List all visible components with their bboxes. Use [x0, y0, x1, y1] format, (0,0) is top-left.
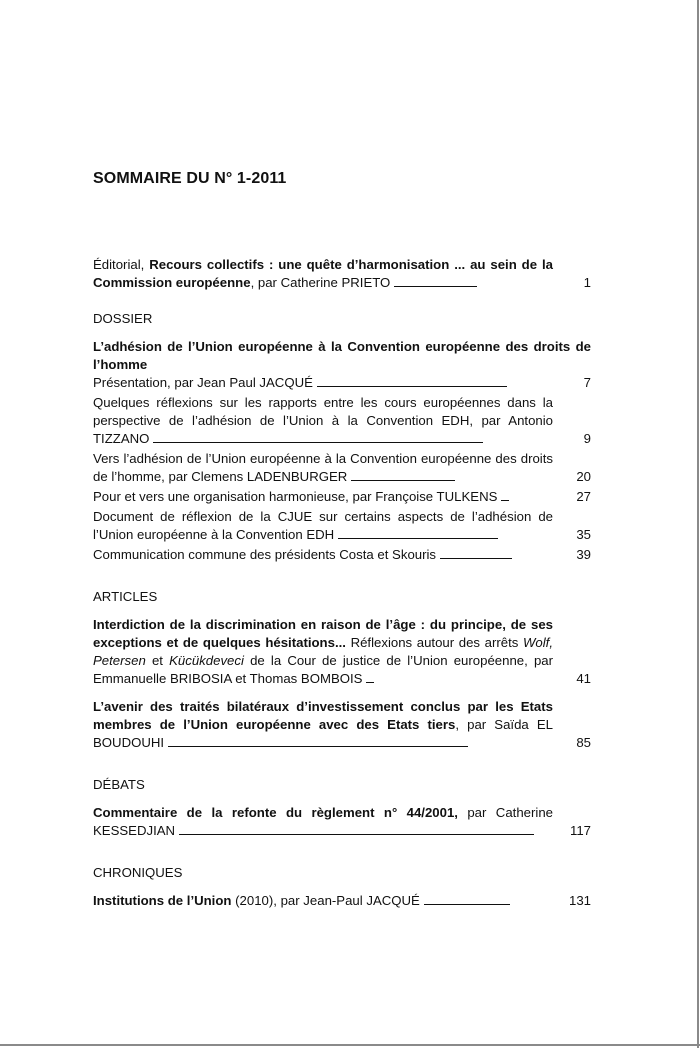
- toc-entry-editorial[interactable]: [93, 256, 591, 292]
- article-author: , par Saïda EL BOUDOUHI: [93, 717, 553, 750]
- leader-line: [394, 286, 477, 287]
- page-number: 39: [576, 547, 591, 562]
- toc-entry-dossier-2[interactable]: [93, 394, 591, 448]
- article-title: L’avenir des traités bilatéraux d’investissement conclus par les Etats membres de l’Union européenne avec des Etats tiers: [93, 699, 553, 732]
- leader-line: [351, 480, 455, 481]
- page-title: SOMMAIRE DU N° 1-2011: [93, 170, 287, 187]
- toc-entry-dossier-6[interactable]: [93, 546, 591, 564]
- toc-entry-dossier-5[interactable]: [93, 508, 591, 544]
- chronicle-title: Institutions de l’Union: [93, 893, 232, 908]
- leader-line: [168, 746, 468, 747]
- debate-title: Commentaire de la refonte du règlement n° 44/2001,: [93, 805, 458, 820]
- toc-entry-article-2[interactable]: [93, 698, 591, 752]
- page-number: 35: [576, 527, 591, 542]
- page-number: 9: [583, 431, 591, 446]
- page-number: 85: [576, 735, 591, 750]
- dossier-subheading: L’adhésion de l’Union européenne à la Convention européenne des droits de l’homme: [93, 339, 591, 372]
- toc-entry-chroniques[interactable]: [93, 892, 591, 910]
- leader-line: [501, 500, 509, 501]
- article-title: Interdiction de la discrimination en raison de l’âge : du principe, de ses exceptions et de quelques hésitations...: [93, 617, 553, 650]
- page-number: 131: [568, 893, 591, 908]
- toc-entry-article-1[interactable]: [93, 616, 591, 688]
- table-of-contents: [93, 256, 591, 912]
- leader-line: [338, 538, 498, 539]
- leader-line: [440, 558, 512, 559]
- entry-text: Quelques réflexions sur les rapports entre les cours européennes dans la perspective de l’adhésion de l’Union à la Convention EDH, par Antonio TIZZANO: [93, 395, 553, 446]
- toc-entry-dossier-4[interactable]: [93, 488, 591, 506]
- article-text: et: [145, 653, 170, 668]
- page-number: 20: [576, 469, 591, 484]
- leader-line: [424, 904, 510, 905]
- page-edge-bottom: [0, 1044, 700, 1046]
- page-number: 1: [583, 275, 591, 290]
- leader-line: [366, 682, 374, 683]
- editorial-title: Recours collectifs : une quête d’harmonisation ... au sein de la Commission européenne: [93, 257, 553, 290]
- leader-line: [317, 386, 507, 387]
- toc-entry-dossier-3[interactable]: [93, 450, 591, 486]
- entry-text: Vers l’adhésion de l’Union européenne à la Convention européenne des droits de l’homme, par Clemens LADENBURGER: [93, 451, 553, 484]
- entry-text: Présentation, par Jean Paul JACQUÉ: [93, 375, 313, 390]
- chronicle-author: (2010), par Jean-Paul JACQUÉ: [231, 893, 420, 908]
- editorial-prefix: Éditorial,: [93, 257, 150, 272]
- toc-entry-debats[interactable]: [93, 804, 591, 840]
- leader-line: [153, 442, 483, 443]
- page-number: 7: [583, 375, 591, 390]
- page-edge-right: [697, 0, 699, 1048]
- page-number: 117: [569, 823, 591, 838]
- toc-entry-dossier-1[interactable]: [93, 374, 591, 392]
- editorial-author: , par Catherine PRIETO: [250, 275, 391, 290]
- debate-author: par Catherine KESSEDJIAN: [93, 805, 553, 838]
- article-text: de la Cour de justice de l’Union européenne, par Emmanuelle BRIBOSIA et Thomas BOMBOIS: [93, 653, 554, 686]
- section-heading-dossier: DOSSIER: [93, 311, 153, 326]
- article-text: Réflexions autour des arrêts: [345, 635, 523, 650]
- entry-text: Document de réflexion de la CJUE sur certains aspects de l’adhésion de l’Union européenne à la Convention EDH: [93, 509, 553, 542]
- case-name: Wolf, Petersen: [93, 635, 553, 668]
- case-name: Kücükdeveci: [169, 653, 244, 668]
- section-heading-chroniques: CHRONIQUES: [93, 865, 183, 880]
- page-number: 27: [576, 489, 591, 504]
- entry-text: Pour et vers une organisation harmonieuse, par Françoise TULKENS: [93, 489, 498, 504]
- section-heading-articles: ARTICLES: [93, 589, 158, 604]
- entry-text: Communication commune des présidents Costa et Skouris: [93, 547, 437, 562]
- section-heading-debats: DÉBATS: [93, 777, 145, 792]
- page-number: 41: [576, 671, 591, 686]
- leader-line: [179, 834, 534, 835]
